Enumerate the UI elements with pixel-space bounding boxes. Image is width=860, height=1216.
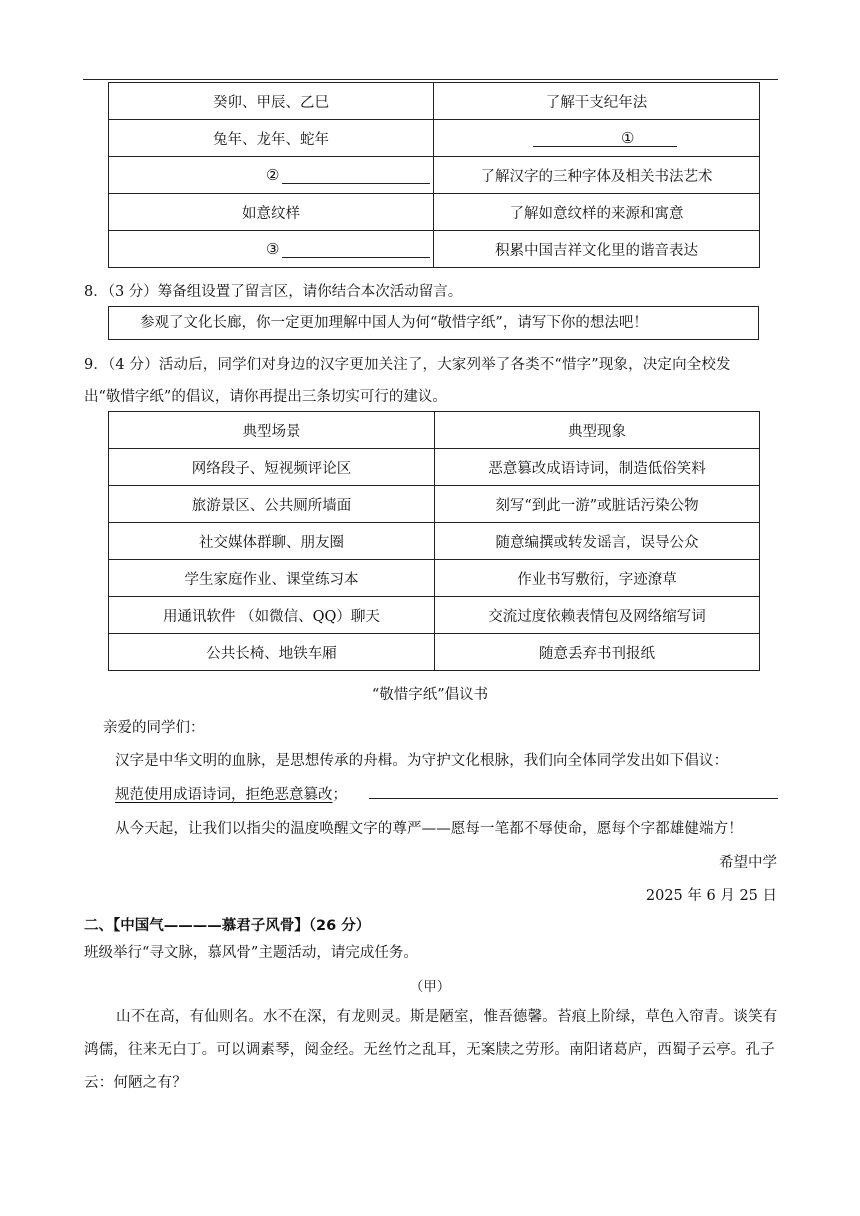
- proposal-signer: 希望中学: [719, 855, 777, 871]
- phenomena-table: [108, 411, 760, 671]
- blank-label-3: ③: [266, 240, 280, 258]
- column-header: 典型场景: [109, 412, 435, 449]
- answer-cell-3: [109, 231, 434, 268]
- answer-cell-1: [434, 120, 760, 157]
- table-row: [109, 449, 760, 486]
- table-cell: 了解干支纪年法: [434, 83, 760, 120]
- table-cell: 随意丢弃书刊报纸: [435, 634, 760, 671]
- blank-label-2: ②: [266, 166, 280, 184]
- table-cell: 用通讯软件 （如微信、QQ）聊天: [109, 597, 435, 634]
- section-intro: 班级举行“寻文脉，慕风骨”主题活动，请完成任务。: [84, 945, 418, 961]
- table-cell: 了解如意纹样的来源和寓意: [434, 194, 760, 231]
- table-cell: 作业书写敷衍，字迹潦草: [435, 560, 760, 597]
- table-cell: 积累中国吉祥文化里的谐音表达: [434, 231, 760, 268]
- table-cell: 网络段子、短视频评论区: [109, 449, 435, 486]
- answer-blank-3[interactable]: [282, 240, 430, 258]
- table-row: [109, 486, 760, 523]
- table-row: [109, 634, 760, 671]
- column-header: 典型现象: [435, 412, 760, 449]
- proposal-example-line: [115, 783, 347, 804]
- blank-label-1: ①: [621, 129, 635, 147]
- passage-text: 山不在高，有仙则名。水不在深，有龙则灵。斯是陋室，惟吾德馨。苔痕上阶绿，草色入帘青。谈笑有鸿儒，往来无白丁。可以调素琴，阅金经。无丝竹之乱耳，无案牍之劳形。南阳诸葛庐，西蜀子云亭。孔子云：何陋之有？: [84, 1009, 778, 1091]
- table-cell: 旅游景区、公共厕所墙面: [109, 486, 435, 523]
- answer-blank-2[interactable]: [282, 166, 430, 184]
- proposal-greeting: 亲爱的同学们：: [103, 720, 205, 736]
- table-cell: 如意纹样: [109, 194, 434, 231]
- message-box: 参观了文化长廊，你一定更加理解中国人为何“敬惜字纸”，请写下你的想法吧！: [108, 306, 759, 340]
- proposal-closing: 从今天起，让我们以指尖的温度唤醒文字的尊严——愿每一笔都不辱使命，愿每个字都雄健端方！: [115, 821, 743, 837]
- table-row: [109, 157, 760, 194]
- table-header-row: [109, 412, 760, 449]
- proposal-intro: 汉字是中华文明的血脉，是思想传承的舟楫。为守护文化根脉，我们向全体同学发出如下倡议：: [115, 753, 729, 769]
- activity-table: [108, 82, 760, 268]
- question-9-line1: 9．（4 分）活动后，同学们对身边的汉字更加关注了，大家列举了各类不“惜字”现象，决定向全校发: [84, 357, 731, 373]
- table-cell: 兔年、龙年、蛇年: [109, 120, 434, 157]
- answer-line[interactable]: [369, 798, 778, 799]
- proposal-title: “敬惜字纸”倡议书: [371, 687, 489, 703]
- answer-blank-1[interactable]: [533, 129, 677, 147]
- question-8: 8．（3 分）筹备组设置了留言区，请你结合本次活动留言。: [84, 284, 463, 300]
- table-row: [109, 231, 760, 268]
- proposal-example: 规范使用成语诗词，拒绝恶意篡改: [115, 787, 333, 803]
- table-row: [109, 120, 760, 157]
- table-cell: 公共长椅、地铁车厢: [109, 634, 435, 671]
- table-cell: 随意编撰或转发谣言，误导公众: [435, 523, 760, 560]
- table-cell: 刻写“到此一游”或脏话污染公物: [435, 486, 760, 523]
- table-cell: 学生家庭作业、课堂练习本: [109, 560, 435, 597]
- table-cell: 交流过度依赖表情包及网络缩写词: [435, 597, 760, 634]
- table-row: [109, 83, 760, 120]
- answer-cell-2: [109, 157, 434, 194]
- proposal-date: 2025 年 6 月 25 日: [645, 888, 777, 904]
- table-cell: 癸卯、甲辰、乙巳: [109, 83, 434, 120]
- question-9-line2: 出“敬惜字纸”的倡议，请你再提出三条切实可行的建议。: [84, 389, 447, 405]
- table-cell: 恶意篡改成语诗词，制造低俗笑料: [435, 449, 760, 486]
- proposal-example-punct: ；: [332, 787, 347, 803]
- table-row: [109, 194, 760, 231]
- header-rule: [83, 79, 778, 80]
- table-cell: 了解汉字的三种字体及相关书法艺术: [434, 157, 760, 194]
- section-heading: 二、【中国气————慕君子风骨】（26 分）: [84, 918, 371, 934]
- table-row: [109, 597, 760, 634]
- table-row: [109, 560, 760, 597]
- table-cell: 社交媒体群聊、朋友圈: [109, 523, 435, 560]
- passage-label: （甲）: [409, 979, 451, 995]
- table-row: [109, 523, 760, 560]
